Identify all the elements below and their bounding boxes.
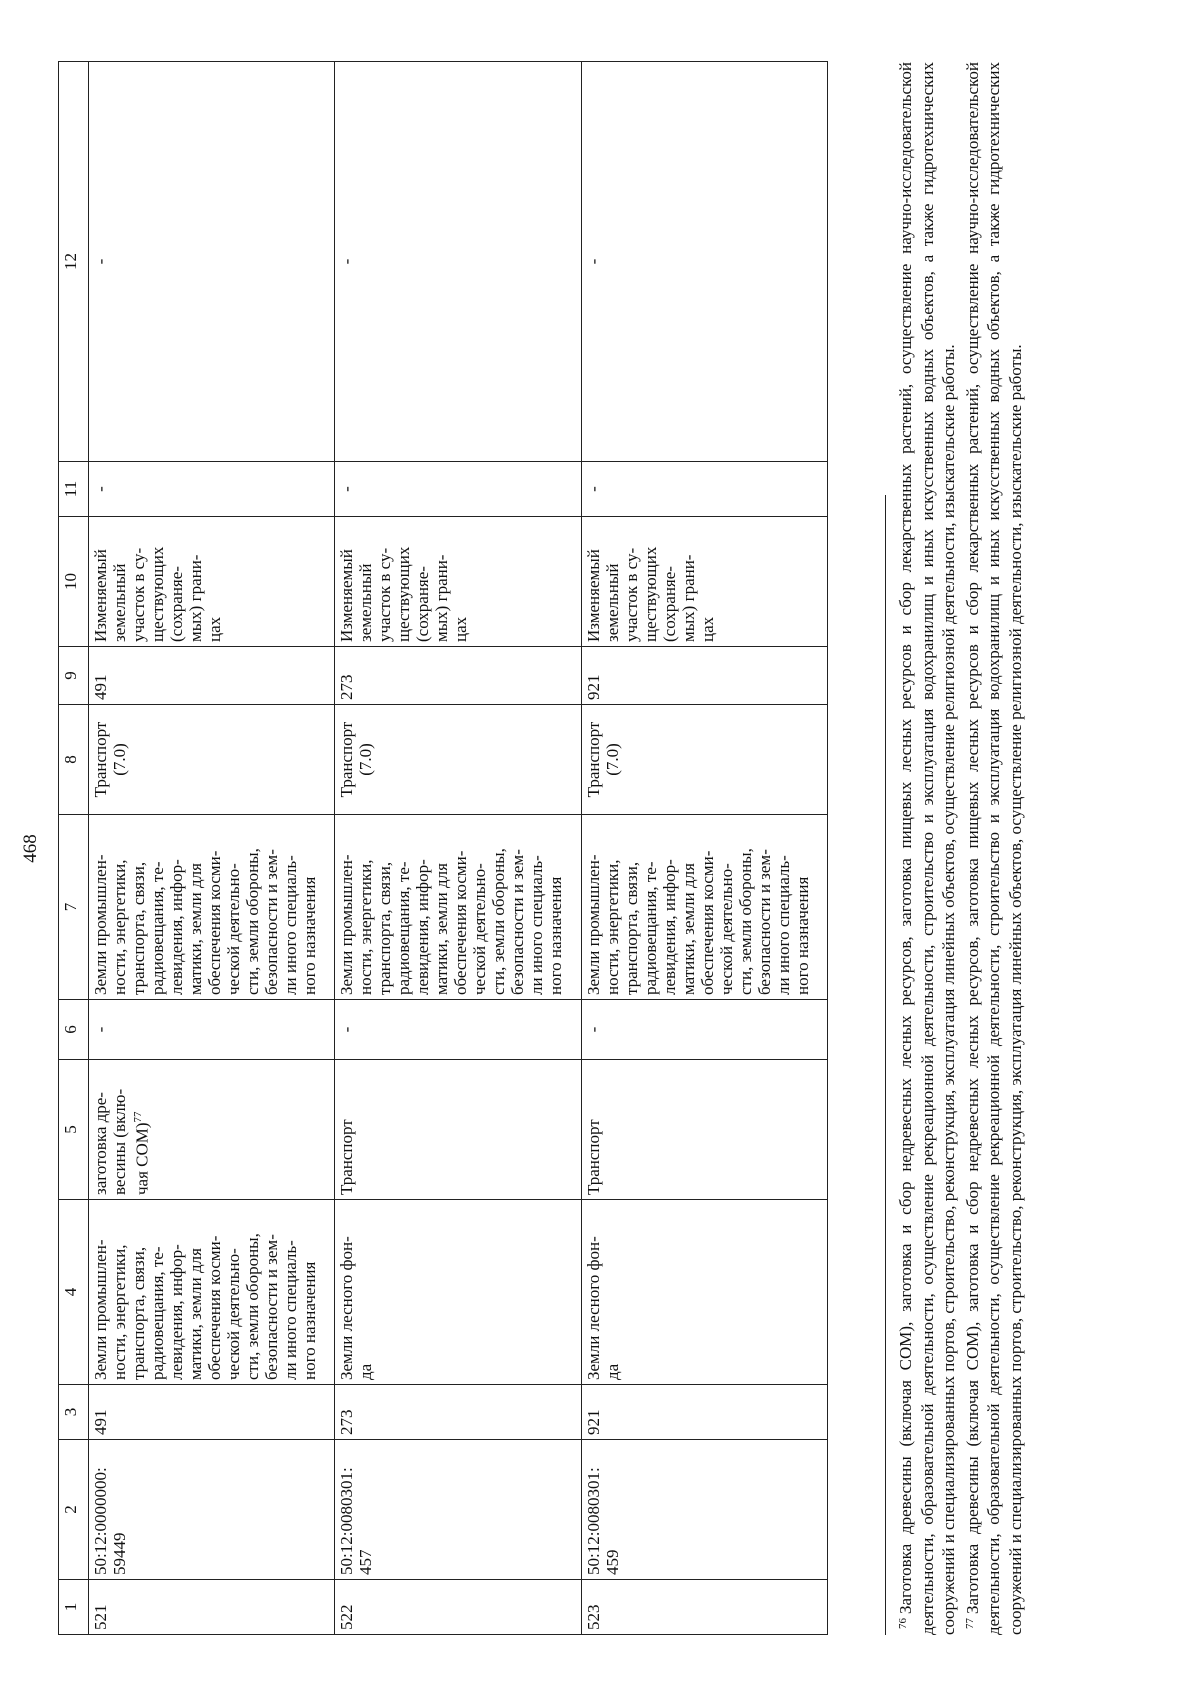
permitted-use-text: заготовка дре- весины (вклю- чая СОМ) — [91, 1088, 152, 1195]
area-text: 273 — [337, 1409, 357, 1435]
column-number-7: 7 — [59, 815, 89, 1000]
new-permitted-use-text: Транспорт (7.0) — [583, 721, 622, 798]
cell-11 — [581, 462, 827, 517]
table-row — [581, 62, 827, 1635]
footnote — [960, 62, 1027, 1635]
new-permitted-use-cell — [581, 705, 827, 815]
cell-6 — [581, 1000, 827, 1060]
area-text: 491 — [91, 1409, 110, 1435]
footnote-reference: 77 — [132, 1111, 144, 1123]
new-land-category-text: Земли промышлен- ности, энергетики, транспорта, связи, радиовещания, те- левидения, инфор- матики, земли для обеспечения косми- ческой деятельно- сти, земли обороны, безопасности и зем- ли иного специаль- ного назначения — [91, 848, 319, 995]
row-number-cell — [335, 1580, 581, 1635]
new-permitted-use-text: Транспорт (7.0) — [91, 721, 129, 798]
table-body — [89, 62, 828, 1635]
column-number-3: 3 — [59, 1385, 89, 1440]
cell-12 — [335, 62, 581, 462]
footnote-text: Заготовка древесины (включая СОМ), заготовка и сбор недревесных лесных ресурсов, заготовка пищевых лесных ресурсов и сбор лекарственных растений, осуществление научно-исследовательской деятельности, образовательной деятельности, осуществление рекреационной деятельности, строительство и эксплуатация водохранилищ и иных искусственных водных объектов, а также гидротехнических сооружений и специализированных портов, строительство, реконструкция, эксплуатация линейных объектов, осуществление религиозной деятельности, изыскательские работы. — [896, 62, 958, 1635]
plot-status-text: Изменяемый земельный участок в су- ществующих (сохраняе- мых) грани- цах — [91, 546, 224, 642]
cell-11 — [335, 462, 581, 517]
new-land-category-cell — [581, 815, 827, 1000]
new-permitted-use-text: Транспорт (7.0) — [337, 721, 376, 798]
footnote-text: Заготовка древесины (включая СОМ), заготовка и сбор недревесных лесных ресурсов, заготовка пищевых лесных ресурсов и сбор лекарственных растений, осуществление научно-исследовательской деятельности, образовательной деятельности, осуществление рекреационной деятельности, строительство и эксплуатация водохранилищ и иных искусственных водных объектов, а также гидротехнических сооружений и специализированных портов, строительство, реконструкция, эксплуатация линейных объектов, осуществление религиозной деятельности, изыскательские работы. — [962, 62, 1025, 1635]
cadastral-number-cell — [581, 1440, 827, 1580]
new-area-text: 921 — [583, 674, 603, 700]
column-number-5: 5 — [59, 1060, 89, 1200]
plot-status-cell — [335, 517, 581, 647]
new-area-cell — [335, 647, 581, 705]
plot-status-cell — [581, 517, 827, 647]
land-category-text: Земли промышлен- ности, энергетики, транспорта, связи, радиовещания, те- левидения, инфор- матики, земли для обеспечения косми- ческой деятельно- сти, земли обороны, безопасности и зем- ли иного специаль- ного назначения — [91, 1233, 319, 1380]
plot-status-text: Изменяемый земельный участок в су- ществующих (сохраняе- мых) грани- цах — [337, 546, 471, 642]
new-land-category-text: Земли промышлен- ности, энергетики, транспорта, связи, радиовещания, те- левидения, инфор- матики, земли для обеспечения косми- ческой деятельно- сти, земли обороны, безопасности и зем- ли иного специаль- ного назначения — [583, 848, 812, 995]
cadastral-number-cell — [89, 1440, 335, 1580]
row-number-text: 522 — [337, 1604, 357, 1630]
column-number-12: 12 — [59, 62, 89, 462]
cell-11: - — [337, 486, 357, 492]
footnotes — [893, 62, 1026, 1635]
permitted-use-cell — [335, 1060, 581, 1200]
new-area-text: 273 — [337, 674, 357, 700]
column-number-8: 8 — [59, 705, 89, 815]
land-category-cell — [581, 1200, 827, 1385]
footnote-divider — [885, 495, 886, 1635]
plot-status-text: Изменяемый земельный участок в су- ществующих (сохраняе- мых) грани- цах — [583, 546, 717, 642]
column-number-10: 10 — [59, 517, 89, 647]
column-number-6: 6 — [59, 1000, 89, 1060]
footnote-mark: 77 — [963, 1618, 976, 1629]
new-area-cell — [581, 647, 827, 705]
permitted-use-cell — [581, 1060, 827, 1200]
cadastral-number-text: 50:12:0080301: 457 — [337, 1467, 376, 1575]
new-permitted-use-cell — [89, 705, 335, 815]
permitted-use-text: Транспорт — [583, 1119, 603, 1195]
new-permitted-use-cell — [335, 705, 581, 815]
new-land-category-text: Земли промышлен- ности, энергетики, транспорта, связи, радиовещания, те- левидения, инфор- матики, земли для обеспечения косми- ческой деятельно- сти, земли обороны, безопасности и зем- ли иного специаль- ного назначения — [337, 848, 566, 995]
row-number-text: 523 — [583, 1604, 603, 1630]
cadastral-number-text: 50:12:0000000: 59449 — [91, 1467, 129, 1575]
cell-6: - — [337, 1026, 357, 1033]
permitted-use-cell — [89, 1060, 335, 1200]
cell-12 — [89, 62, 335, 462]
plot-status-cell — [89, 517, 335, 647]
column-number-11: 11 — [59, 462, 89, 517]
area-cell — [89, 1385, 335, 1440]
cadastral-number-text: 50:12:0080301: 459 — [583, 1467, 622, 1575]
new-area-text: 491 — [91, 674, 110, 700]
land-plots-table — [58, 62, 828, 1635]
cell-6 — [89, 1000, 335, 1060]
cell-12 — [581, 62, 827, 462]
new-area-cell — [89, 647, 335, 705]
land-category-cell — [89, 1200, 335, 1385]
footnote — [893, 62, 960, 1635]
cell-11 — [89, 462, 335, 517]
area-text: 921 — [583, 1409, 603, 1435]
column-number-row — [59, 62, 89, 1635]
cadastral-number-cell — [335, 1440, 581, 1580]
land-category-cell — [335, 1200, 581, 1385]
cell-6: - — [583, 1026, 603, 1033]
table-row — [335, 62, 581, 1635]
column-number-1: 1 — [59, 1580, 89, 1635]
cell-11: - — [583, 486, 603, 492]
cell-12: - — [91, 258, 110, 265]
new-land-category-cell — [89, 815, 335, 1000]
column-number-4: 4 — [59, 1200, 89, 1385]
area-cell — [581, 1385, 827, 1440]
table-row — [89, 62, 335, 1635]
cell-6: - — [91, 1026, 110, 1033]
new-land-category-cell — [335, 815, 581, 1000]
cell-11: - — [91, 486, 110, 492]
footnote-mark: 76 — [897, 1618, 909, 1629]
row-number-text: 521 — [91, 1604, 110, 1630]
cell-6 — [335, 1000, 581, 1060]
page-number: 468 — [20, 834, 41, 863]
row-number-cell — [89, 1580, 335, 1635]
column-number-2: 2 — [59, 1440, 89, 1580]
land-category-text: Земли лесного фон- да — [337, 1236, 376, 1380]
row-number-cell — [581, 1580, 827, 1635]
permitted-use-text: Транспорт — [337, 1119, 357, 1195]
column-number-9: 9 — [59, 647, 89, 705]
land-category-text: Земли лесного фон- да — [583, 1236, 622, 1380]
area-cell — [335, 1385, 581, 1440]
cell-12: - — [337, 258, 357, 265]
cell-12: - — [583, 258, 603, 265]
